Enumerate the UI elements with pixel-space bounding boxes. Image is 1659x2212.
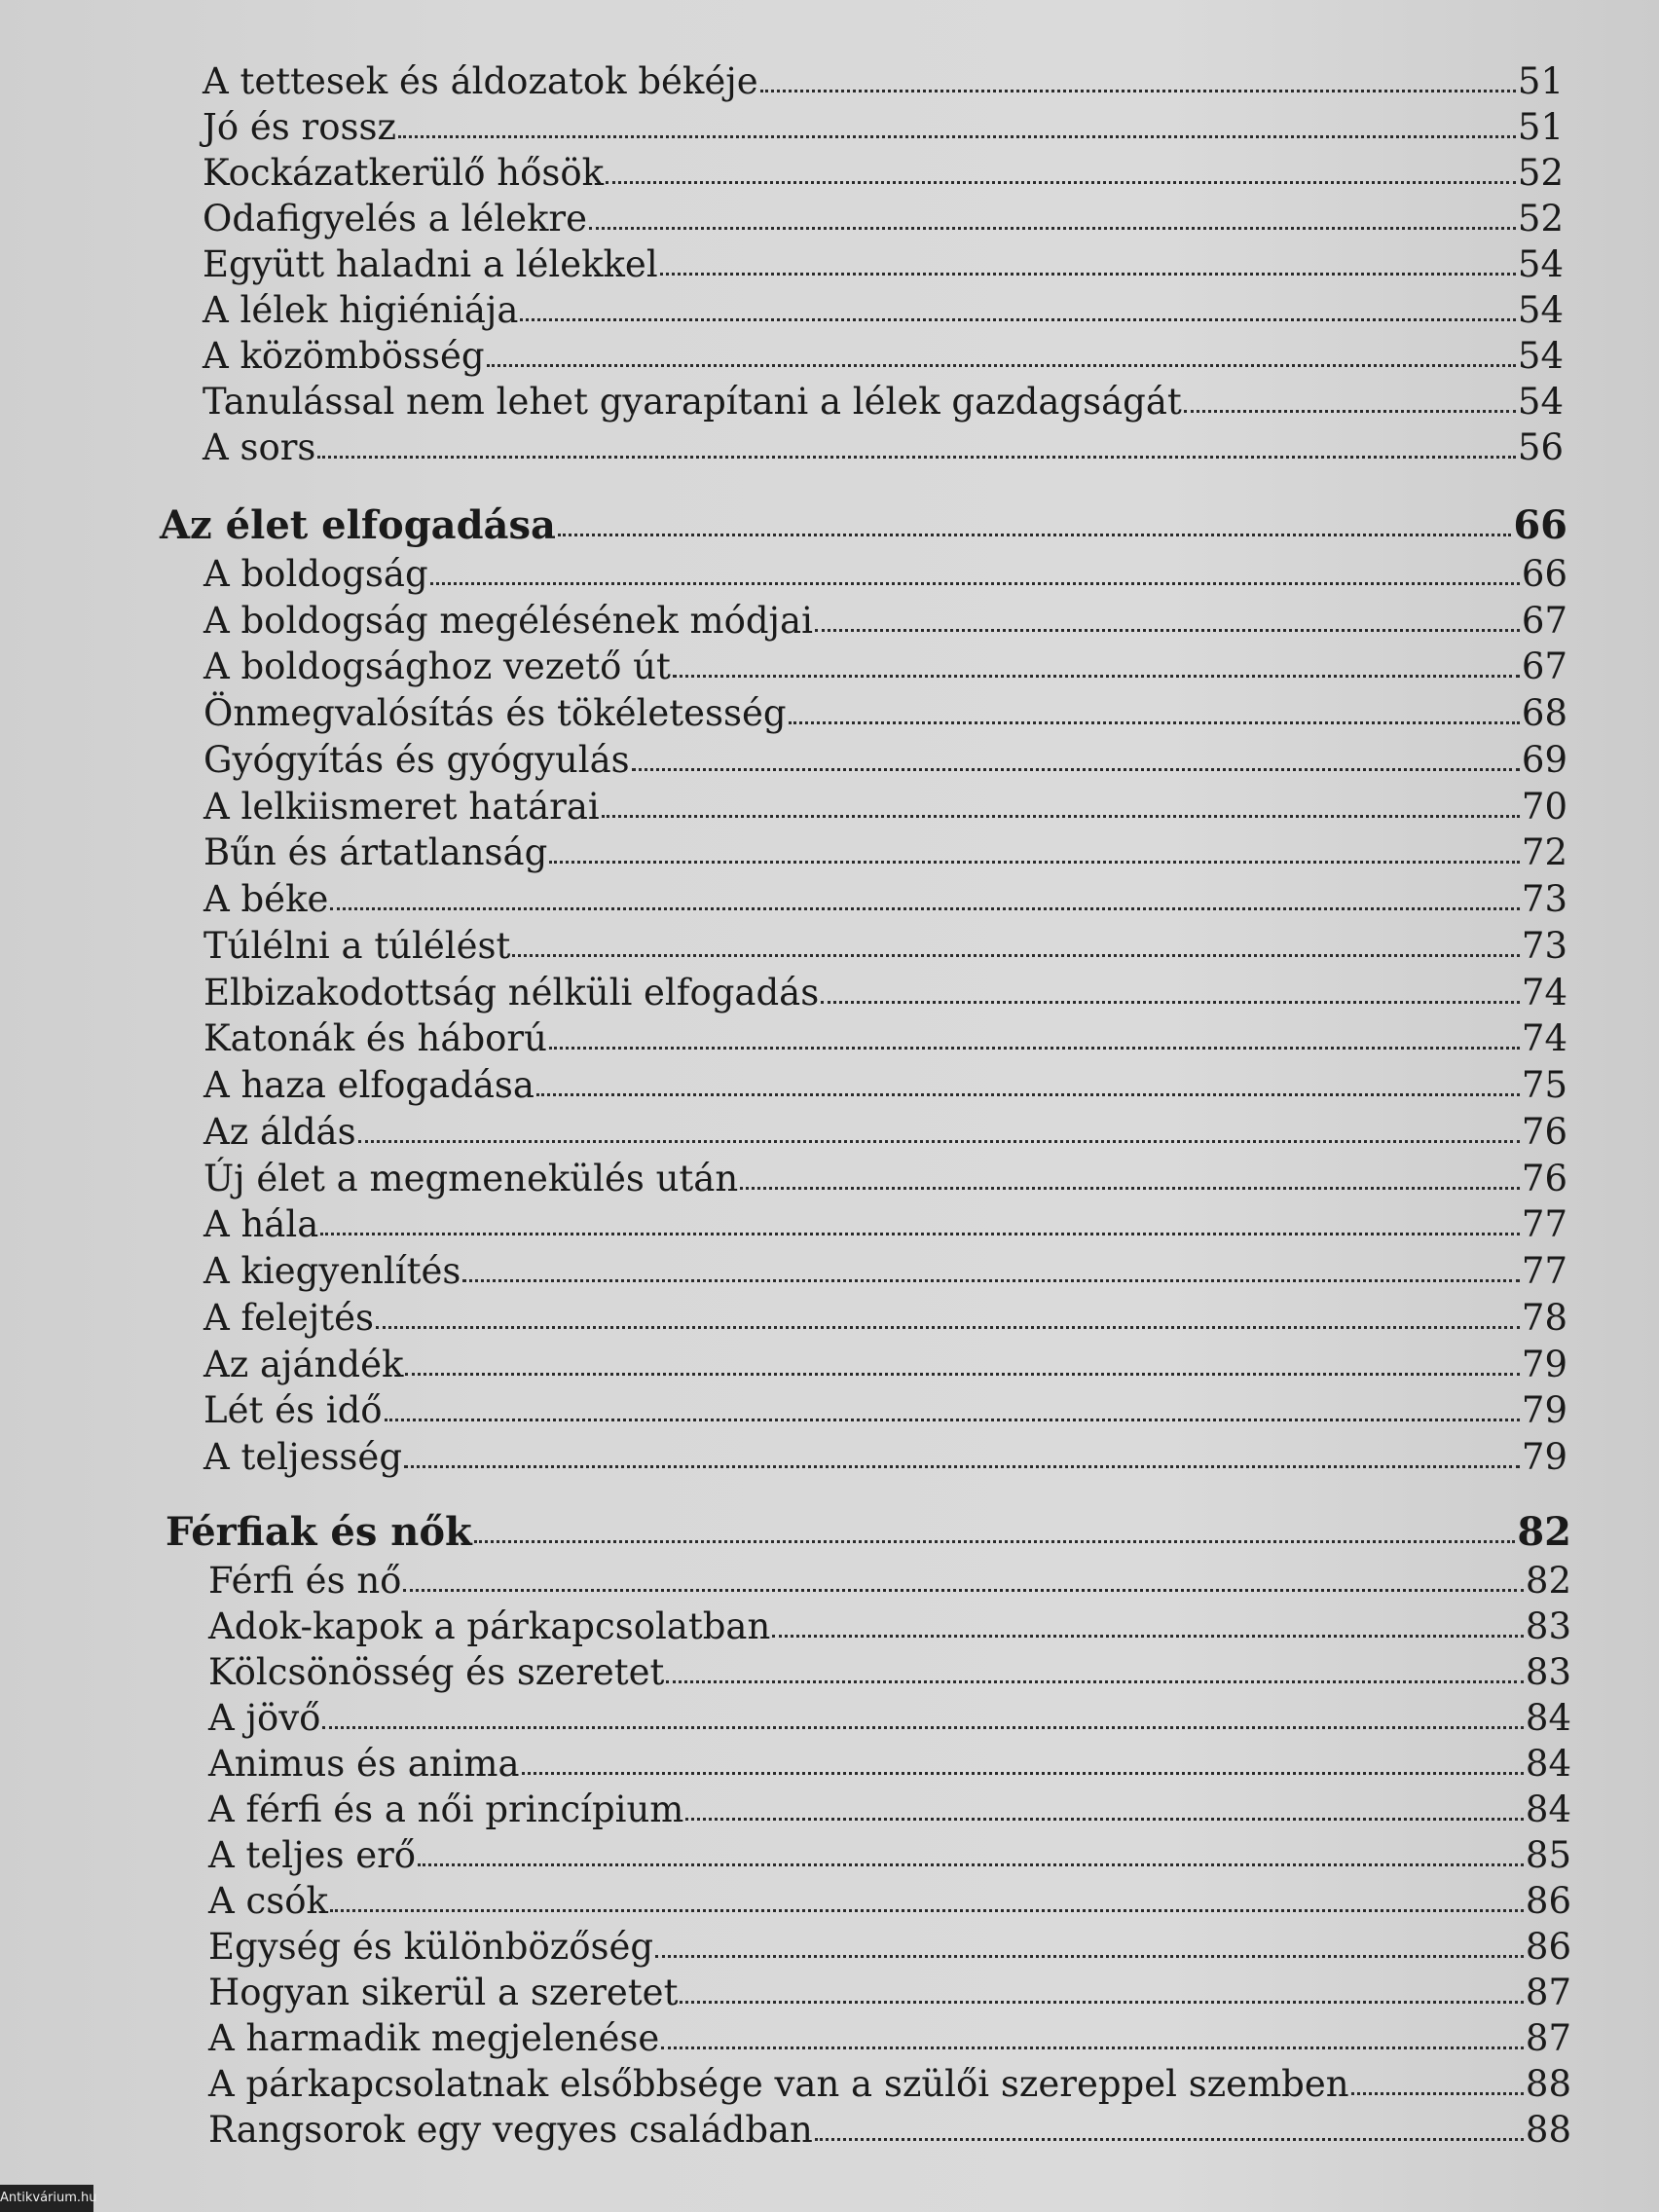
toc-entry-title: Elbizakodottság nélküli elfogadás: [203, 972, 820, 1014]
toc-entry-page: 70: [1521, 786, 1567, 828]
dot-leader: [789, 721, 1520, 724]
toc-entry: [203, 1015, 1567, 1061]
toc-entry: [203, 923, 1567, 969]
toc-entry-page: 69: [1521, 739, 1567, 781]
toc-entry-page: 75: [1521, 1064, 1567, 1106]
toc-entry-title: Önmegvalósítás és tökéletesség: [203, 692, 787, 734]
toc-entry-page: 86: [1525, 1880, 1571, 1922]
toc-entry: [203, 1248, 1567, 1294]
toc-entry-page: 85: [1525, 1834, 1571, 1876]
dot-leader: [740, 1187, 1520, 1190]
toc-entry-page: 54: [1517, 289, 1564, 331]
toc-entry-title: A teljes erő: [208, 1834, 417, 1876]
toc-entry-title: Egység és különbözőség: [208, 1926, 654, 1968]
toc-entry-page: 51: [1517, 106, 1564, 148]
toc-heading-page: 82: [1517, 1509, 1571, 1555]
toc-entry-title: A boldogság: [203, 553, 428, 595]
toc-entry-title: A haza elfogadása: [203, 1064, 535, 1106]
toc-entry-page: 79: [1521, 1436, 1567, 1478]
dot-leader: [330, 907, 1520, 910]
toc-entry-title: A béke: [203, 878, 329, 920]
dot-leader: [606, 181, 1516, 184]
dot-leader: [549, 1047, 1520, 1050]
toc-entry: [208, 1878, 1571, 1924]
toc-entry-title: Bűn és ártatlanság: [203, 831, 548, 873]
toc-entry: [208, 1558, 1571, 1604]
dot-leader: [602, 815, 1520, 818]
dot-leader: [462, 1279, 1520, 1282]
toc-entry-title: A férfi és a női princípium: [208, 1788, 684, 1830]
dot-leader: [558, 534, 1511, 536]
toc-entry-page: 79: [1521, 1344, 1567, 1385]
toc-entry-page: 68: [1521, 692, 1567, 734]
toc-entry-title: Lét és idő: [203, 1389, 383, 1431]
dot-leader: [815, 2138, 1524, 2141]
toc-entry: [208, 1832, 1571, 1878]
toc-heading-page: 66: [1513, 502, 1567, 548]
toc-entry: [203, 1062, 1567, 1108]
toc-entry-page: 56: [1517, 426, 1564, 468]
toc-entry: [203, 1342, 1567, 1387]
toc-entry-page: 72: [1521, 831, 1567, 873]
dot-leader: [661, 2046, 1524, 2049]
toc-entry-title: A tettesek és áldozatok békéje: [203, 60, 758, 102]
dot-leader: [512, 954, 1520, 957]
toc-entry: [208, 2107, 1571, 2153]
dot-leader: [330, 1909, 1524, 1912]
toc-entry-title: A lélek higiéniája: [203, 289, 519, 331]
toc-entry-title: Tanulással nem lehet gyarapítani a lélek gazdagságát: [203, 381, 1182, 423]
dot-leader: [320, 1233, 1520, 1235]
toc-entry-title: Animus és anima: [208, 1743, 520, 1785]
toc-entry-page: 84: [1525, 1743, 1571, 1785]
toc-entry: [203, 333, 1564, 379]
toc-entry: [208, 1649, 1571, 1695]
toc-entry: [203, 58, 1564, 104]
toc-entry-title: Férfi és nő: [208, 1560, 402, 1602]
dot-leader: [418, 1863, 1524, 1866]
toc-entry-page: 54: [1517, 243, 1564, 285]
toc-entry: [203, 1387, 1567, 1433]
toc-entry-title: Túlélni a túlélést: [203, 925, 511, 967]
toc-entry: [203, 1295, 1567, 1341]
dot-leader: [821, 1001, 1520, 1004]
toc-entry-page: 87: [1525, 1972, 1571, 2013]
toc-entry-page: 76: [1521, 1158, 1567, 1199]
dot-leader: [520, 318, 1515, 321]
toc-entry-page: 82: [1525, 1560, 1571, 1602]
toc-entry: [208, 1970, 1571, 2015]
toc-entry-title: Együtt haladni a lélekkel: [203, 243, 658, 285]
toc-entry-title: A kiegyenlítés: [203, 1250, 461, 1292]
toc-entry-title: A felejtés: [203, 1297, 375, 1339]
toc-entry-title: Katonák és háború: [203, 1017, 547, 1059]
dot-leader: [772, 1635, 1524, 1638]
dot-leader: [589, 227, 1516, 230]
toc-entry: [203, 424, 1564, 470]
dot-leader: [660, 273, 1516, 276]
toc-entry: [203, 737, 1567, 783]
toc-entry: [203, 379, 1564, 424]
toc-entry-page: 52: [1517, 152, 1564, 194]
toc-entry: [203, 876, 1567, 922]
dot-leader: [358, 1140, 1520, 1143]
toc-entry-page: 77: [1521, 1203, 1567, 1245]
dot-leader: [632, 768, 1520, 771]
toc-entry: [208, 1695, 1571, 1741]
toc-entry-page: 74: [1521, 972, 1567, 1014]
toc-entry-title: A közömbösség: [203, 335, 485, 377]
toc-entry-page: 83: [1525, 1605, 1571, 1647]
toc-entry-page: 52: [1517, 198, 1564, 240]
toc-entry-page: 73: [1521, 878, 1567, 920]
dot-leader: [815, 629, 1520, 632]
toc-entry: [203, 551, 1567, 597]
dot-leader: [522, 1772, 1524, 1775]
toc-section-heading: [166, 1509, 1571, 1555]
toc-entry-title: Új élet a megmenekülés után: [203, 1158, 739, 1199]
toc-entry-page: 83: [1525, 1651, 1571, 1693]
toc-entry: [203, 1434, 1567, 1480]
toc-entry-title: Adok-kapok a párkapcsolatban: [208, 1605, 771, 1647]
toc-entry: [203, 241, 1564, 287]
toc-entry-title: Kockázatkerülő hősök: [203, 152, 605, 194]
toc-entry-title: A boldogsághoz vezető út: [203, 645, 671, 687]
dot-leader: [376, 1326, 1520, 1329]
toc-entry-title: A párkapcsolatnak elsőbbsége van a szülői szereppel szemben: [208, 2063, 1349, 2105]
toc-entry: [208, 1741, 1571, 1787]
dot-leader: [549, 861, 1520, 864]
dot-leader: [385, 1419, 1520, 1421]
dot-leader: [673, 675, 1520, 678]
toc-entry: [203, 1201, 1567, 1247]
toc-entry-page: 54: [1517, 381, 1564, 423]
toc-entry-page: 88: [1525, 2063, 1571, 2105]
toc-entry-title: Az ajándék: [203, 1344, 404, 1385]
toc-section-heading: [160, 502, 1567, 548]
toc-entry-page: 77: [1521, 1250, 1567, 1292]
dot-leader: [760, 90, 1516, 92]
toc-entry-title: Kölcsönösség és szeretet: [208, 1651, 665, 1693]
toc-entry: [203, 1109, 1567, 1155]
toc-entry-title: Hogyan sikerül a szeretet: [208, 1972, 679, 2013]
toc-entry-page: 88: [1525, 2109, 1571, 2151]
toc-entry: [208, 2015, 1571, 2061]
toc-entry-page: 76: [1521, 1111, 1567, 1153]
toc-entry-title: Gyógyítás és gyógyulás: [203, 739, 630, 781]
toc-entry: [208, 1924, 1571, 1970]
toc-entry: [203, 830, 1567, 875]
dot-leader: [404, 1465, 1520, 1468]
toc-entry: [203, 150, 1564, 196]
toc-entry-title: A csók: [208, 1880, 328, 1922]
toc-entry-page: 86: [1525, 1926, 1571, 1968]
toc-entry-title: A teljesség: [203, 1436, 403, 1478]
toc-entry-page: 67: [1521, 600, 1567, 642]
toc-entry-page: 73: [1521, 925, 1567, 967]
toc-entry-title: A harmadik megjelenése: [208, 2017, 660, 2059]
toc-heading-title: Férfiak és nők: [166, 1509, 472, 1555]
toc-entry: [203, 690, 1567, 736]
toc-heading-title: Az élet elfogadása: [160, 502, 556, 548]
dot-leader: [403, 1589, 1523, 1592]
toc-entry-title: A hála: [203, 1203, 319, 1245]
toc-entry-title: A jövő: [208, 1697, 321, 1739]
toc-entry-title: A boldogság megélésének módjai: [203, 600, 813, 642]
toc-entry: [203, 644, 1567, 689]
toc-entry: [203, 970, 1567, 1015]
toc-entry: [208, 1787, 1571, 1832]
toc-entry: [203, 196, 1564, 241]
toc-entry-page: 78: [1521, 1297, 1567, 1339]
toc-entry: [208, 1604, 1571, 1649]
toc-entry-page: 67: [1521, 645, 1567, 687]
dot-leader: [487, 364, 1516, 367]
toc-entry-page: 74: [1521, 1017, 1567, 1059]
dot-leader: [405, 1373, 1520, 1376]
toc-entry-page: 54: [1517, 335, 1564, 377]
toc-entry-title: A lelkiismeret határai: [203, 786, 600, 828]
toc-entry-page: 79: [1521, 1389, 1567, 1431]
dot-leader: [685, 1818, 1524, 1821]
dot-leader: [474, 1540, 1516, 1543]
toc-entry-title: A sors: [203, 426, 316, 468]
toc-entry: [203, 598, 1567, 644]
toc-entry-page: 66: [1521, 553, 1567, 595]
toc-entry: [203, 104, 1564, 150]
dot-leader: [317, 456, 1515, 459]
dot-leader: [322, 1726, 1523, 1729]
toc-entry-title: Az áldás: [203, 1111, 356, 1153]
toc-entry-title: Rangsorok egy vegyes családban: [208, 2109, 813, 2151]
toc-entry-page: 84: [1525, 1697, 1571, 1739]
watermark: Antikvárium.hu: [0, 2185, 93, 2212]
toc-entry: [203, 784, 1567, 830]
toc-entry-page: 84: [1525, 1788, 1571, 1830]
dot-leader: [398, 135, 1516, 138]
toc-entry: [203, 287, 1564, 333]
toc-entry-title: Jó és rossz: [203, 106, 396, 148]
toc-entry: [203, 1156, 1567, 1201]
toc-entry: [208, 2061, 1571, 2107]
toc-entry-page: 51: [1517, 60, 1564, 102]
dot-leader: [1184, 410, 1516, 413]
dot-leader: [430, 582, 1520, 585]
toc-entry-title: Odafigyelés a lélekre: [203, 198, 588, 240]
toc-entry-page: 87: [1525, 2017, 1571, 2059]
dot-leader: [536, 1093, 1520, 1096]
dot-leader: [1351, 2092, 1524, 2095]
dot-leader: [655, 1955, 1524, 1958]
dot-leader: [680, 2001, 1523, 2004]
dot-leader: [666, 1680, 1523, 1683]
